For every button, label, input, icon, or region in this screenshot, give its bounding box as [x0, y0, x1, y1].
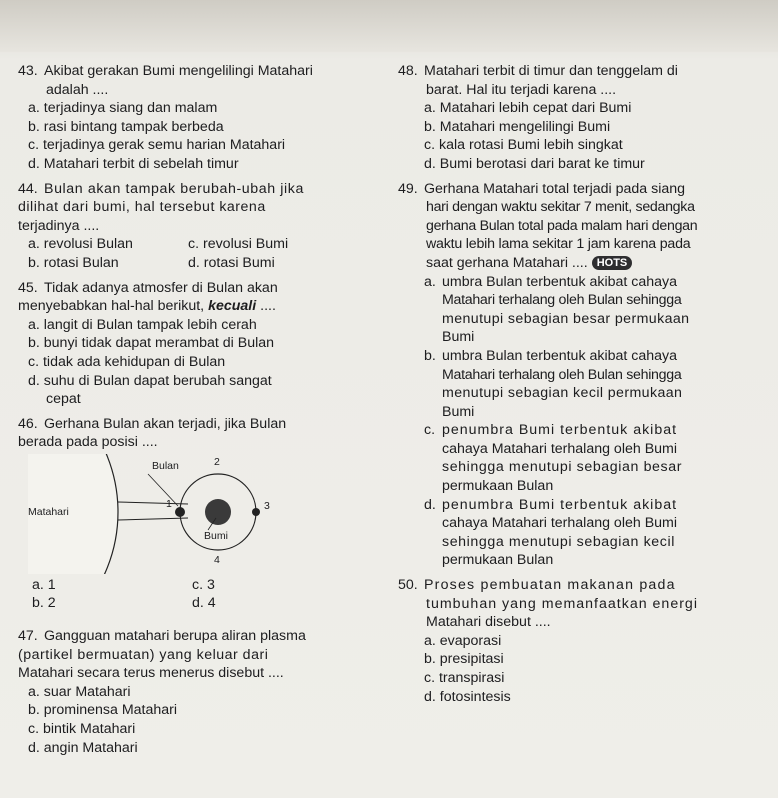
- left-column: [18, 62, 378, 763]
- question-stem: Gangguan matahari berupa aliran plasma: [44, 628, 306, 645]
- option-d[interactable]: d. fotosintesis: [424, 688, 511, 705]
- option-b[interactable]: b. 2: [32, 595, 56, 612]
- option-c[interactable]: c. kala rotasi Bumi lebih singkat: [424, 137, 623, 154]
- question-44: [18, 180, 378, 273]
- question-stem-cont: Matahari secara terus menerus disebut ....: [18, 665, 284, 682]
- stem-text: ....: [256, 298, 276, 315]
- option-a[interactable]: [398, 273, 764, 292]
- question-stem-cont: terjadinya ....: [18, 217, 100, 234]
- question-stem-cont: (partikel bermuatan) yang keluar dari: [18, 646, 269, 663]
- question-stem: Gerhana Bulan akan terjadi, jika Bulan: [44, 415, 287, 432]
- question-stem: Bulan akan tampak berubah-ubah jika: [44, 180, 304, 197]
- stem-emphasis: kecuali: [208, 298, 257, 315]
- label-matahari: Matahari: [28, 505, 69, 518]
- question-number: 48.: [398, 63, 418, 79]
- question-stem-cont: [398, 254, 764, 273]
- option-b[interactable]: b. Matahari mengelilingi Bumi: [424, 118, 611, 135]
- question-46: [18, 415, 378, 613]
- question-stem-cont: adalah ....: [46, 81, 109, 98]
- label-bulan: Bulan: [152, 459, 179, 472]
- light-ray: [118, 518, 188, 520]
- option-b[interactable]: b. rasi bintang tampak berbeda: [28, 118, 224, 135]
- option-b[interactable]: b. bunyi tidak dapat merambat di Bulan: [28, 335, 275, 352]
- option-c[interactable]: c. tidak ada kehidupan di Bulan: [28, 353, 226, 370]
- question-number: 47.: [18, 628, 38, 645]
- option-a-cont: Bumi: [442, 329, 475, 346]
- option-d[interactable]: d. Bumi berotasi dari barat ke timur: [424, 155, 645, 172]
- option-d-cont: cahaya Matahari terhalang oleh Bumi: [442, 515, 678, 532]
- option-b[interactable]: b. prominensa Matahari: [28, 702, 178, 719]
- option-d[interactable]: d. angin Matahari: [28, 739, 138, 756]
- option-text: umbra Bulan terbentuk akibat cahaya: [442, 273, 678, 290]
- option-a[interactable]: a. terjadinya siang dan malam: [28, 100, 218, 117]
- option-a-cont: menutupi sebagian besar permukaan: [442, 310, 690, 327]
- stem-text: saat gerhana Matahari ....: [426, 254, 588, 271]
- option-text: penumbra Bumi terbentuk akibat: [442, 422, 678, 439]
- question-45: [18, 279, 378, 409]
- option-d-cont: permukaan Bulan: [442, 552, 554, 569]
- option-a[interactable]: a. revolusi Bulan: [28, 236, 133, 253]
- question-number: 46.: [18, 415, 38, 432]
- option-b-cont: menutupi sebagian kecil permukaan: [442, 385, 683, 402]
- hots-badge: HOTS: [592, 256, 633, 270]
- option-b[interactable]: b. presipitasi: [424, 651, 504, 668]
- question-stem: Proses pembuatan makanan pada: [424, 577, 676, 594]
- option-text: penumbra Bumi terbentuk akibat: [442, 496, 678, 513]
- page-top-shadow: [0, 0, 778, 52]
- question-stem: Tidak adanya atmosfer di Bulan akan: [44, 279, 278, 296]
- option-c-cont: sehingga menutupi sebagian besar: [442, 459, 683, 476]
- moon-shape: [175, 507, 185, 517]
- option-b-cont: Bumi: [442, 403, 475, 420]
- question-stem: Gerhana Matahari total terjadi pada siang: [424, 180, 686, 197]
- option-a[interactable]: a. suar Matahari: [28, 683, 131, 700]
- option-b[interactable]: b. rotasi Bulan: [28, 254, 119, 271]
- label-position-4: 4: [214, 553, 220, 566]
- option-b[interactable]: [398, 347, 764, 366]
- stem-text: menyebabkan hal-hal berikut,: [18, 298, 209, 315]
- question-49: [398, 180, 764, 570]
- question-stem-cont: hari dengan waktu sekitar 7 menit, sedangka: [426, 199, 695, 216]
- label-pointer: [148, 474, 178, 506]
- option-d[interactable]: d. 4: [192, 595, 216, 612]
- option-label: a.: [424, 273, 436, 290]
- option-c-cont: permukaan Bulan: [442, 478, 554, 495]
- option-c[interactable]: c. bintik Matahari: [28, 721, 136, 738]
- question-50: [398, 576, 764, 706]
- option-c[interactable]: c. revolusi Bumi: [188, 236, 289, 253]
- question-number: 45.: [18, 279, 38, 296]
- light-ray: [118, 502, 188, 504]
- question-number: 50.: [398, 577, 418, 594]
- option-d-cont: sehingga menutupi sebagian kecil: [442, 533, 675, 550]
- option-d[interactable]: d. Matahari terbit di sebelah timur: [28, 155, 239, 172]
- question-stem-cont: Matahari disebut ....: [426, 614, 551, 631]
- question-stem-cont: gerhana Bulan total pada malam hari dengan: [426, 217, 698, 234]
- question-47: [18, 627, 378, 757]
- option-d-cont: cepat: [46, 391, 81, 408]
- question-stem: Matahari terbit di timur dan tenggelam di: [424, 63, 678, 79]
- eclipse-diagram: [28, 454, 278, 574]
- question-stem-cont: tumbuhan yang memanfaatkan energi: [426, 595, 698, 612]
- option-label: b.: [424, 347, 436, 364]
- option-c[interactable]: c. 3: [192, 576, 215, 593]
- question-number: 49.: [398, 180, 418, 197]
- right-column: [398, 62, 764, 712]
- question-stem: Akibat gerakan Bumi mengelilingi Matahari: [44, 63, 313, 79]
- option-a[interactable]: a. evaporasi: [424, 632, 502, 649]
- question-stem-cont: waktu lebih lama sekitar 1 jam karena pada: [426, 236, 691, 253]
- option-label: d.: [424, 496, 436, 513]
- label-bumi: Bumi: [204, 529, 228, 542]
- option-label: c.: [424, 422, 436, 439]
- question-stem-cont: berada pada posisi ....: [18, 434, 158, 451]
- label-position-1: 1: [166, 497, 172, 510]
- question-number: 43.: [18, 63, 38, 79]
- option-a[interactable]: a. langit di Bulan tampak lebih cerah: [28, 316, 257, 333]
- option-text: umbra Bulan terbentuk akibat cahaya: [442, 347, 678, 364]
- question-43: [18, 62, 378, 174]
- option-c-cont: cahaya Matahari terhalang oleh Bumi: [442, 440, 678, 457]
- option-c[interactable]: c. terjadinya gerak semu harian Matahari: [28, 137, 286, 154]
- option-d[interactable]: [398, 496, 764, 515]
- moon-position-3-dot: [252, 508, 260, 516]
- label-position-3: 3: [264, 499, 270, 512]
- question-number: 44.: [18, 180, 38, 197]
- option-a[interactable]: a. Matahari lebih cepat dari Bumi: [424, 100, 632, 117]
- question-stem-cont: dilihat dari bumi, hal tersebut karena: [18, 199, 266, 216]
- label-position-2: 2: [214, 455, 220, 468]
- question-stem-cont: barat. Hal itu terjadi karena ....: [426, 81, 617, 98]
- option-c[interactable]: [398, 421, 764, 440]
- option-d[interactable]: d. suhu di Bulan dapat berubah sangat: [28, 372, 272, 389]
- earth-shape: [205, 499, 231, 525]
- option-b-cont: Matahari terhalang oleh Bulan sehingga: [442, 366, 682, 383]
- question-stem-cont: [18, 297, 378, 316]
- option-d[interactable]: d. rotasi Bumi: [188, 254, 275, 271]
- option-a[interactable]: a. 1: [32, 576, 56, 593]
- option-c[interactable]: c. transpirasi: [424, 670, 505, 686]
- question-48: [398, 62, 764, 174]
- option-a-cont: Matahari terhalang oleh Bulan sehingga: [442, 292, 682, 309]
